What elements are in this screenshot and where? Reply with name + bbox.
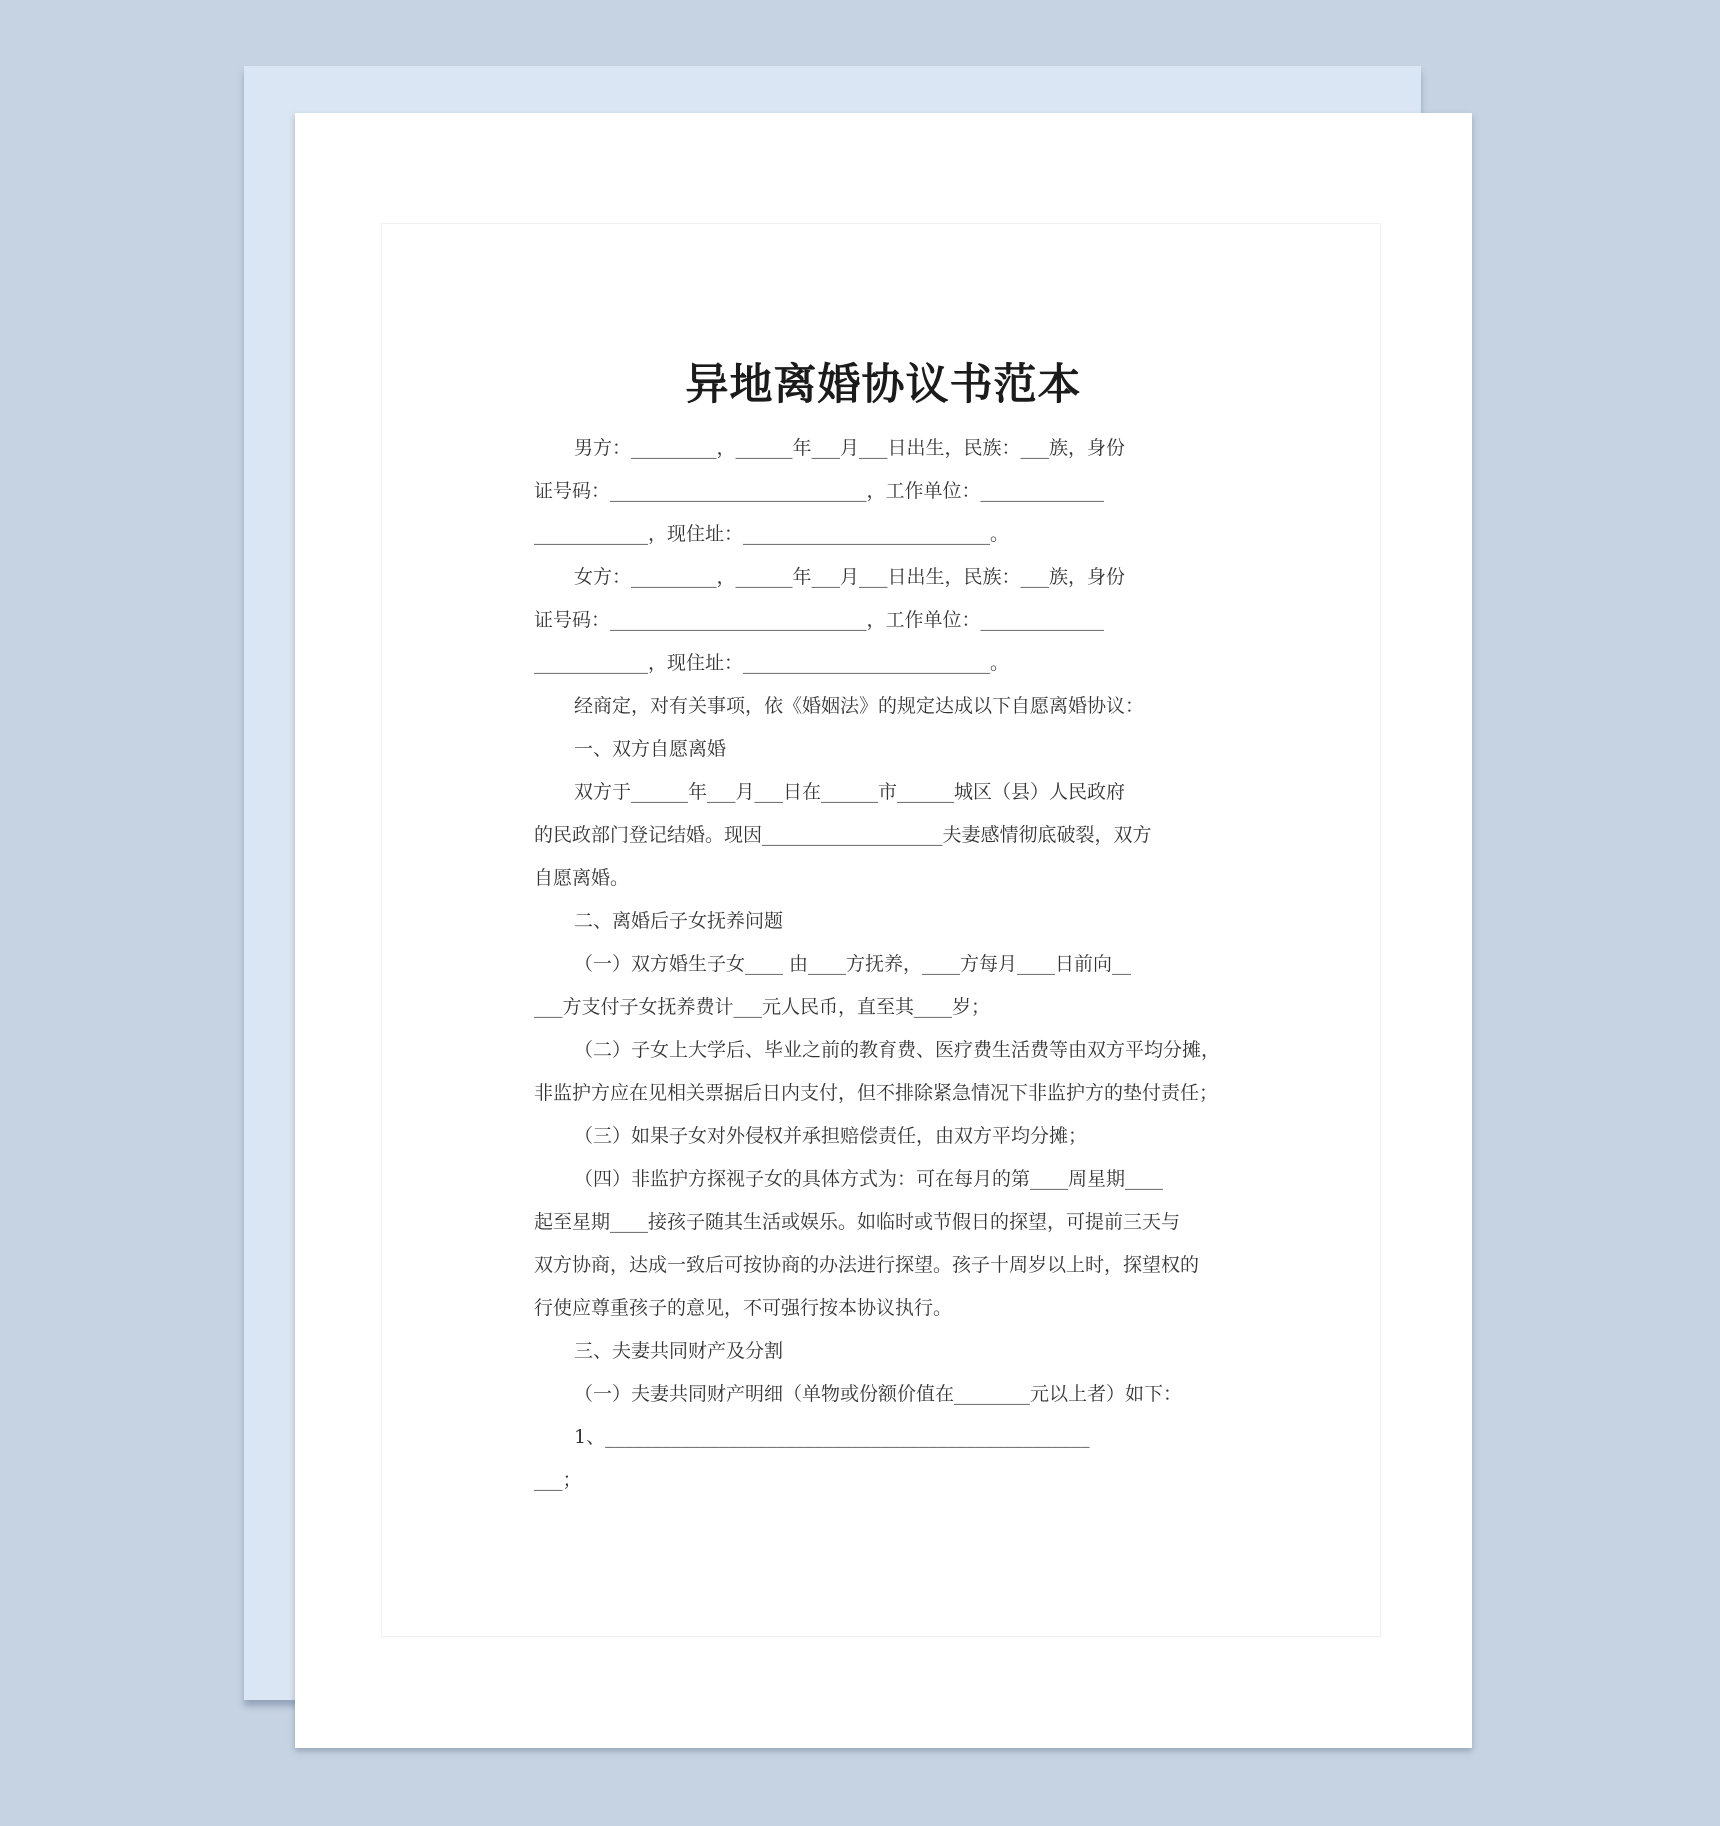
document-line: 三、夫妻共同财产及分割 — [574, 1340, 784, 1362]
document-line: ____________，现住址：__________________________。 — [534, 523, 1010, 545]
document-line: （二）子女上大学后、毕业之前的教育费、医疗费生活费等由双方平均分摊， — [574, 1039, 1221, 1061]
document-line: ____________，现住址：__________________________。 — [534, 652, 1010, 674]
document-line: 起至星期____接孩子随其生活或娱乐。如临时或节假日的探望，可提前三天与 — [534, 1211, 1181, 1233]
document-line: 双方协商，达成一致后可按协商的办法进行探望。孩子十周岁以上时，探望权的 — [534, 1254, 1200, 1276]
document-line: （四）非监护方探视子女的具体方式为：可在每月的第____周星期____ — [574, 1168, 1164, 1190]
document-line: 证号码：___________________________，工作单位：_____________ — [534, 609, 1105, 631]
document-line: 1、___________________________________________________ — [574, 1426, 1090, 1448]
document-line: ___方支付子女抚养费计___元人民币，直至其____岁； — [534, 996, 991, 1018]
document-line: 行使应尊重孩子的意见，不可强行按本协议执行。 — [534, 1297, 953, 1319]
document-line: 一、双方自愿离婚 — [574, 738, 727, 760]
document-line: （一）双方婚生子女____ 由____方抚养，____方每月____日前向__ — [574, 953, 1132, 975]
document-line: 男方：_________，______年___月___日出生，民族：___族，身份 — [574, 437, 1126, 459]
document-body — [534, 427, 1254, 1502]
document-line: 自愿离婚。 — [534, 867, 630, 889]
document-page — [295, 113, 1472, 1748]
document-line: ___； — [534, 1469, 582, 1491]
document-line: （三）如果子女对外侵权并承担赔偿责任，由双方平均分摊； — [574, 1125, 1088, 1147]
document-line: 双方于______年___月___日在______市______城区（县）人民政府 — [574, 781, 1126, 803]
document-line: 女方：_________，______年___月___日出生，民族：___族，身份 — [574, 566, 1126, 588]
document-title: 异地离婚协议书范本 — [685, 360, 1082, 410]
document-line: 非监护方应在见相关票据后日内支付，但不排除紧急情况下非监护方的垫付责任； — [534, 1082, 1219, 1104]
document-line: 二、离婚后子女抚养问题 — [574, 910, 784, 932]
document-line: 的民政部门登记结婚。现因___________________夫妻感情彻底破裂，双方 — [534, 824, 1152, 846]
document-line: 经商定，对有关事项，依《婚姻法》的规定达成以下自愿离婚协议： — [574, 695, 1145, 717]
document-line: （一）夫妻共同财产明细（单物或份额价值在________元以上者）如下： — [574, 1383, 1183, 1405]
document-line: 证号码：___________________________，工作单位：_____________ — [534, 480, 1105, 502]
